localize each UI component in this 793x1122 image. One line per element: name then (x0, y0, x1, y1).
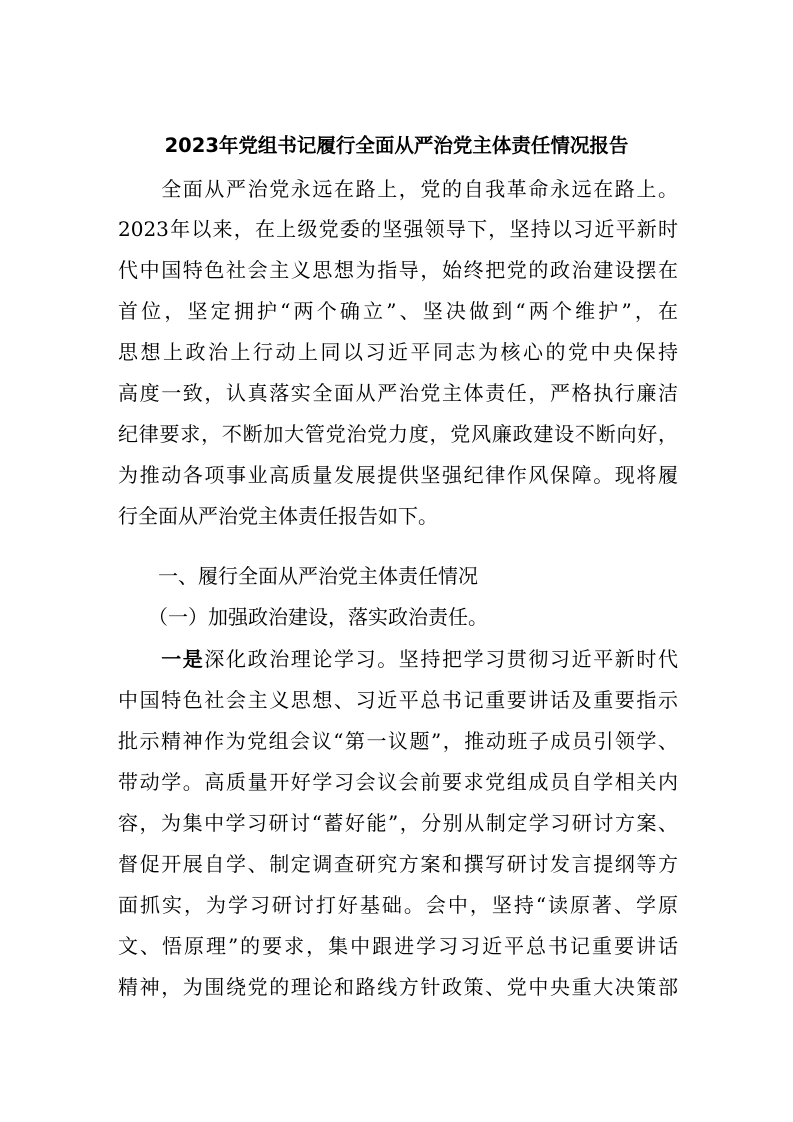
paragraph-text: 深化政治理论学习。坚持把学习贯彻习近平新时代 (204, 647, 679, 671)
paragraph-line: 高度一致，认真落实全面从严治党主体责任，严格执行廉洁 (118, 381, 678, 405)
section-heading: 一、履行全面从严治党主体责任情况 (118, 564, 478, 588)
paragraph-line: 容，为集中学习研讨“蓄好能”，分别从制定学习研讨方案、 (118, 811, 678, 835)
paragraph-line: 2023年以来，在上级党委的坚强领导下，坚持以习近平新时 (118, 217, 678, 241)
paragraph-line: 督促开展自学、制定调查研究方案和撰写研讨发言提纲等方 (118, 852, 678, 876)
paragraph-line: 纪律要求，不断加大管党治党力度，党风廉政建设不断向好， (118, 422, 678, 446)
paragraph-line: 文、悟原理”的要求，集中跟进学习习近平总书记重要讲话 (118, 934, 678, 958)
paragraph-line: 批示精神作为党组会议“第一议题”，推动班子成员引领学、 (118, 729, 678, 753)
subsection-heading: （一）加强政治建设，落实政治责任。 (118, 605, 488, 629)
paragraph-line: 带动学。高质量开好学习会议会前要求党组成员自学相关内 (118, 770, 678, 794)
paragraph-line: 代中国特色社会主义思想为指导，始终把党的政治建设摆在 (118, 258, 678, 282)
paragraph-line: 为推动各项事业高质量发展提供坚强纪律作风保障。现将履 (118, 463, 678, 487)
paragraph-line: 思想上政治上行动上同以习近平同志为核心的党中央保持 (118, 340, 678, 364)
paragraph-line: 精神，为围绕党的理论和路线方针政策、党中央重大决策部 (118, 975, 678, 999)
paragraph-line-with-lead (118, 645, 678, 673)
paragraph-line: 面抓实，为学习研讨打好基础。会中，坚持“读原著、学原 (118, 893, 678, 917)
paragraph-line: 中国特色社会主义思想、习近平总书记重要讲话及重要指示 (118, 688, 678, 712)
paragraph-line: 行全面从严治党主体责任报告如下。 (118, 504, 438, 528)
lead-text: 一是 (118, 647, 205, 671)
document-title: 2023年党组书记履行全面从严治党主体责任情况报告 (164, 134, 629, 157)
paragraph-line: 首位，坚定拥护“两个确立”、坚决做到“两个维护”，在 (118, 299, 678, 323)
paragraph-line: 全面从严治党永远在路上，党的自我革命永远在路上。 (118, 177, 678, 201)
